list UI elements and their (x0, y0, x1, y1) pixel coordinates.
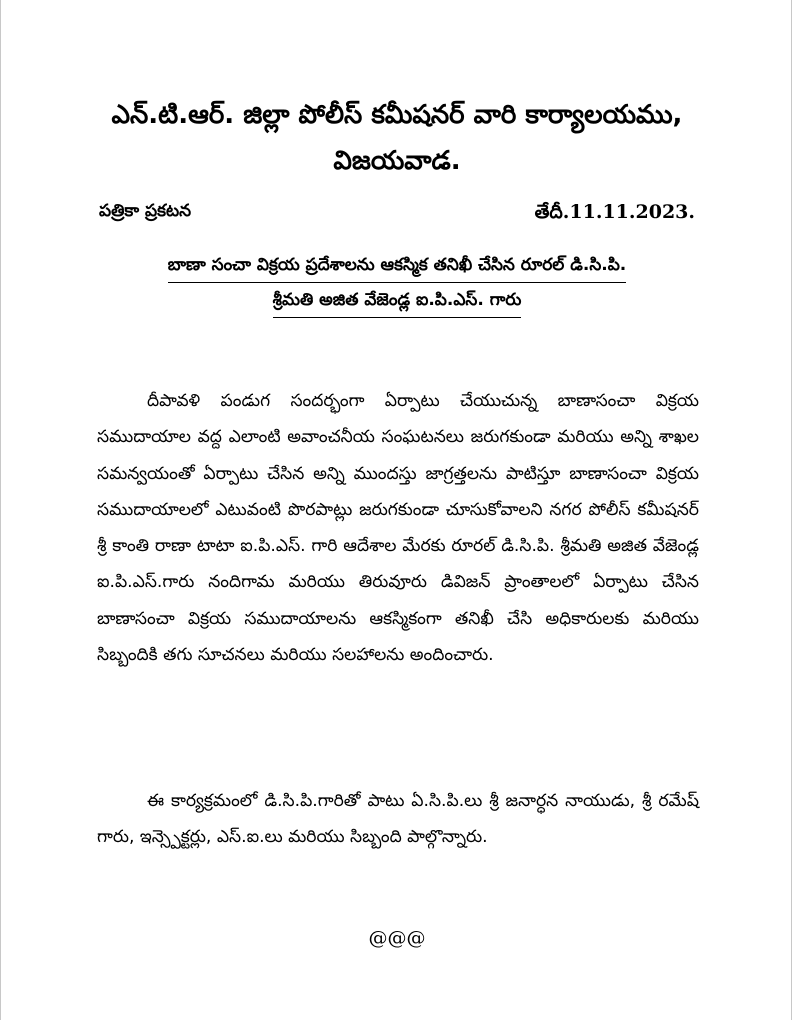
subheading-line-2 (1, 290, 792, 318)
body-paragraph-2: ఈ కార్యక్రమంలో డి.సి.పి.గారితో పాటు ఏ.సి.పి.లు శ్రీ జనార్ధన నాయుడు, శ్రీ రమేష్ గారు, ఇన్స్పెక్టర్లు, ఎస్.ఐ.లు మరియు సిబ్బంది పాల్గొన్నారు. (97, 791, 699, 848)
press-release-label: పత్రికా ప్రకటన (99, 201, 192, 221)
subheading-line-1 (1, 255, 792, 283)
end-mark: @@@ (368, 927, 426, 949)
release-date: తేదీ.11.11.2023. (534, 201, 695, 223)
subheading-line-2-text: శ్రీమతి అజిత వేజెండ్ల ఐ.పి.ఎస్. గారు (273, 290, 522, 318)
subheading-line-1-text: బాణా సంచా విక్రయ ప్రదేశాలను ఆకస్మిక తనిఖీ చేసిన రూరల్ డి.సి.పి. (168, 255, 627, 283)
office-title: ఎన్.టి.ఆర్. జిల్లా పోలీస్ కమీషనర్ వారి కార్యాలయము, (111, 100, 683, 130)
body-paragraph-1: దీపావళి పండుగ సందర్భంగా ఏర్పాటు చేయుచున్న బాణాసంచా విక్రయ సముదాయాల వద్ద ఎలాంటి అవాంచనీయ సంఘటనలు జరుగకుండా మరియు అన్ని శాఖల సమన్వయంతో ఏర్పాటు చేసిన అన్ని ముందస్తు జాగ్రత్తలను పాటిస్తూ బాణాసంచా విక్రయ సముదాయాలలో ఎటువంటి పొరపాట్లు జరుగకుండా చూసుకోవాలని నగర పోలీస్ కమీషనర్ శ్రీ కాంతి రాణా టాటా ఐ.పి.ఎస్. గారి ఆదేశాల మేరకు రూరల్ డి.సి.పి. శ్రీమతి అజిత వేజెండ్ల ఐ.పి.ఎస్.గారు నందిగామ మరియు తిరువూరు డివిజన్ ప్రాంతాలలో ఏర్పాటు చేసిన బాణాసంచా విక్రయ సముదాయాలను ఆకస్మికంగా తనిఖీ చేసి అధికారులకు మరియు సిబ్బందికి తగు సూచనలు మరియు సలహాలను అందించారు. (97, 391, 699, 666)
office-location: విజయవాడ. (333, 146, 461, 176)
